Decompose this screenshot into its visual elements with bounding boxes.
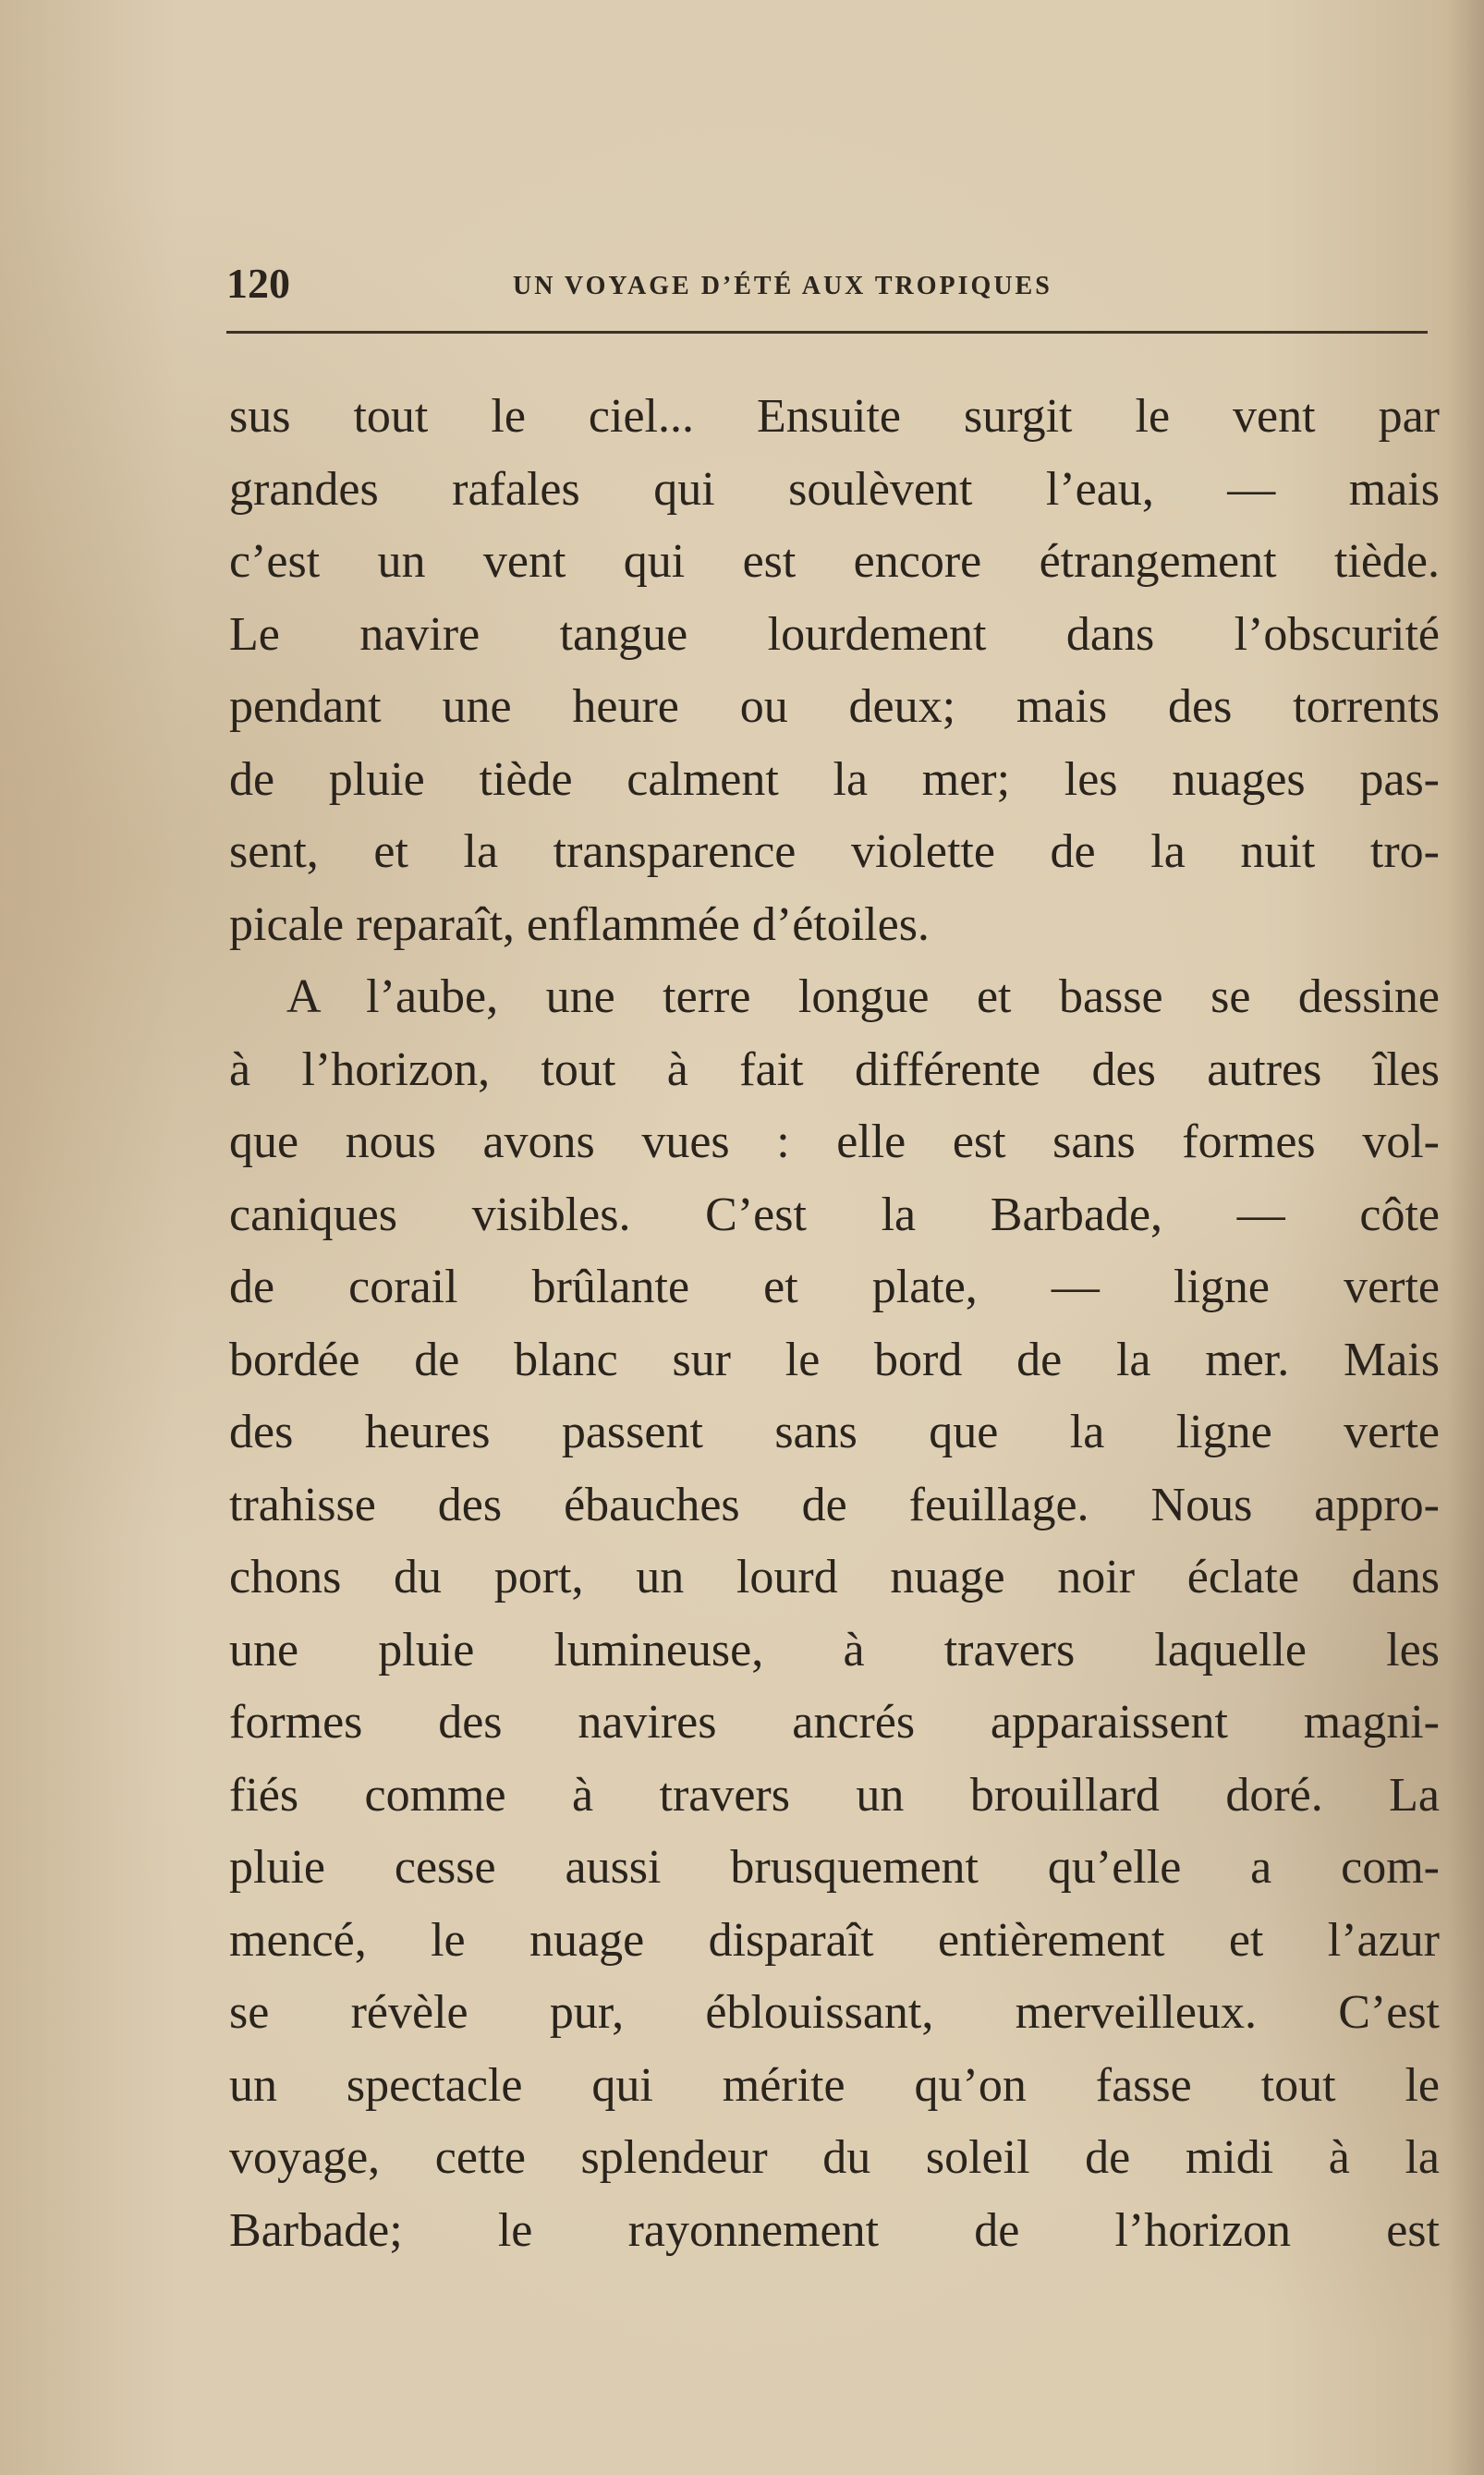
text-line: de pluie tiède calment la mer; les nuages pas- [229, 752, 1440, 806]
text-line: des heures passent sans que la ligne verte [229, 1406, 1440, 1458]
text-line: sus tout le ciel... Ensuite surgit le vent par [229, 390, 1440, 443]
text-line: c’est un vent qui est encore étrangement tiède. [229, 535, 1440, 588]
text-line: à l’horizon, tout à fait différente des autres îles [229, 1042, 1440, 1096]
text-line: un spectacle qui mérite qu’on fasse tout le [229, 2058, 1440, 2112]
text-line: voyage, cette splendeur du soleil de midi à la [229, 2131, 1440, 2184]
text-line: fiés comme à travers un brouillard doré. La [229, 1768, 1440, 1822]
text-line: une pluie lumineuse, à travers laquelle les [229, 1623, 1440, 1676]
text-line: que nous avons vues : elle est sans formes vol- [229, 1116, 1440, 1168]
text-line: pluie cesse aussi brusquement qu’elle a com- [229, 1841, 1440, 1894]
page-number: 120 [226, 260, 290, 307]
text-line: pendant une heure ou deux; mais des torrents [229, 680, 1440, 733]
text-line: sent, et la transparence violette de la nuit tro- [229, 825, 1440, 878]
text-line: grandes rafales qui soulèvent l’eau, — mais [229, 462, 1440, 516]
text-line: se révèle pur, éblouissant, merveilleux. C’est [229, 1986, 1440, 2039]
paragraph-first-line: A l’aube, une terre longue et basse se dessine [286, 970, 1440, 1023]
header-rule [226, 331, 1428, 334]
text-line: mencé, le nuage disparaît entièrement et l’azur [229, 1913, 1440, 1967]
text-line: formes des navires ancrés apparaissent magni- [229, 1696, 1440, 1749]
body-text [229, 381, 1440, 2267]
text-line: caniques visibles. C’est la Barbade, — côte [229, 1188, 1440, 1241]
paragraph-last-line: picale reparaît, enflammée d’étoiles. [229, 897, 930, 951]
running-title: UN VOYAGE D’ÉTÉ AUX TROPIQUES [513, 272, 1052, 300]
text-line: de corail brûlante et plate, — ligne verte [229, 1261, 1440, 1313]
text-line: Barbade; le rayonnement de l’horizon est [229, 2203, 1440, 2257]
running-head [226, 251, 1428, 316]
text-line: chons du port, un lourd nuage noir éclate dans [229, 1551, 1440, 1603]
page-edge-shadow [1447, 0, 1484, 2475]
text-line: bordée de blanc sur le bord de la mer. Mais [229, 1333, 1440, 1386]
text-line: Le navire tangue lourdement dans l’obscurité [229, 607, 1440, 661]
text-line: trahisse des ébauches de feuillage. Nous appro- [229, 1478, 1440, 1531]
